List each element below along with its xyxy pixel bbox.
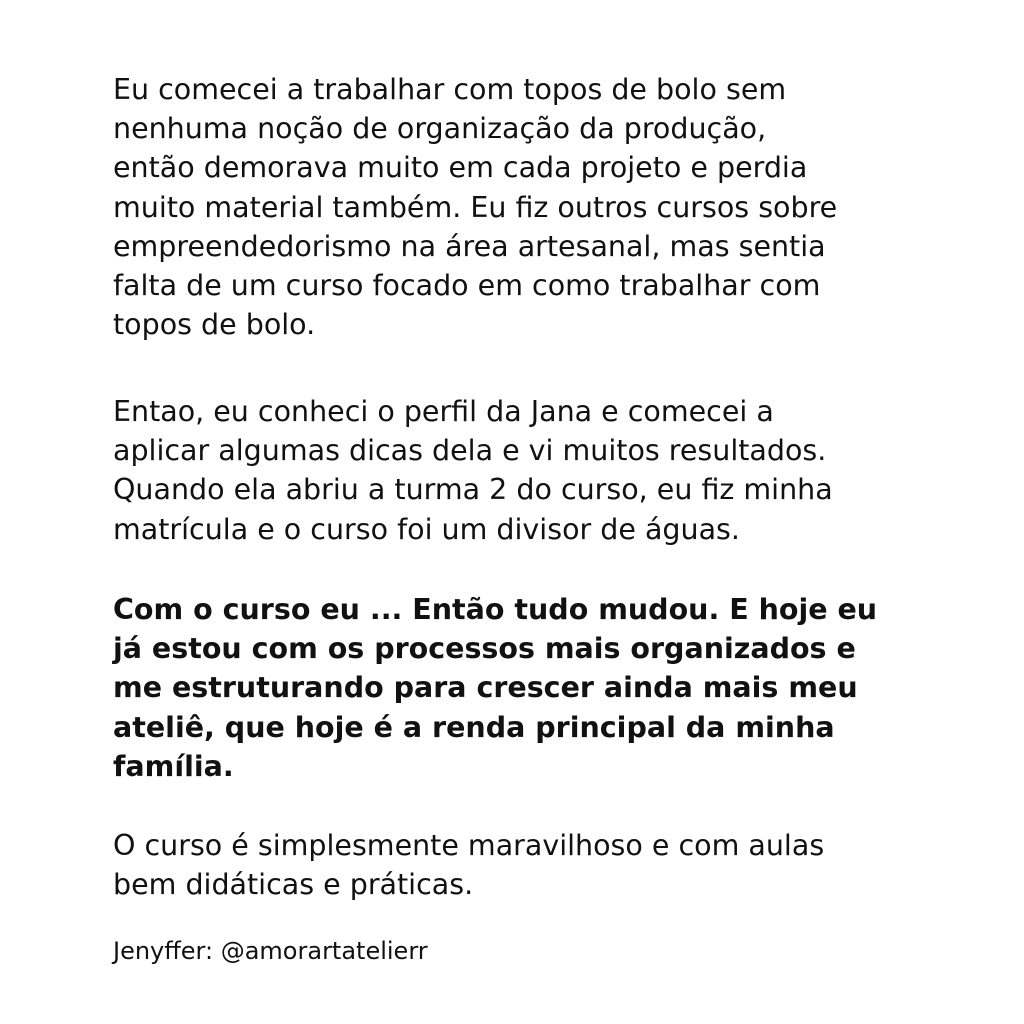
- text-line: ateliê, que hoje é a renda principal da minha: [113, 710, 835, 744]
- text-line: já estou com os processos mais organizados e: [113, 632, 856, 666]
- text-line: muito material também. Eu fiz outros cursos sobre: [113, 190, 838, 224]
- text-line: então demorava muito em cada projeto e perdia: [113, 151, 808, 185]
- paragraph-conclusion: [113, 826, 943, 904]
- text-line: Entao, eu conheci o perfil da Jana e comecei a: [113, 395, 774, 428]
- text-line: O curso é simplesmente maravilhoso e com aulas: [113, 829, 825, 862]
- text-line: Com o curso eu ... Então tudo mudou. E hoje eu: [113, 593, 878, 626]
- paragraph-highlight: [113, 590, 943, 786]
- author-signature: Jenyffer: @amorartatelierr: [113, 937, 428, 965]
- text-line: falta de um curso focado em como trabalhar com: [113, 269, 821, 303]
- text-line: Eu comecei a trabalhar com topos de bolo sem: [113, 73, 787, 106]
- text-line: me estruturando para crescer ainda mais meu: [113, 671, 858, 705]
- text-line: empreendedorismo na área artesanal, mas sentia: [113, 229, 826, 263]
- text-line: matrícula e o curso foi um divisor de águas.: [113, 512, 740, 546]
- paragraph-intro: [113, 70, 943, 344]
- text-line: aplicar algumas dicas dela e vi muitos resultados.: [113, 434, 827, 468]
- text-line: nenhuma noção de organização da produção,: [113, 112, 767, 146]
- text-line: Quando ela abriu a turma 2 do curso, eu fiz minha: [113, 473, 833, 507]
- text-line: família.: [113, 749, 234, 783]
- text-line: bem didáticas e práticas.: [113, 868, 474, 902]
- text-line: topos de bolo.: [113, 308, 316, 342]
- paragraph-discovery: [113, 392, 943, 549]
